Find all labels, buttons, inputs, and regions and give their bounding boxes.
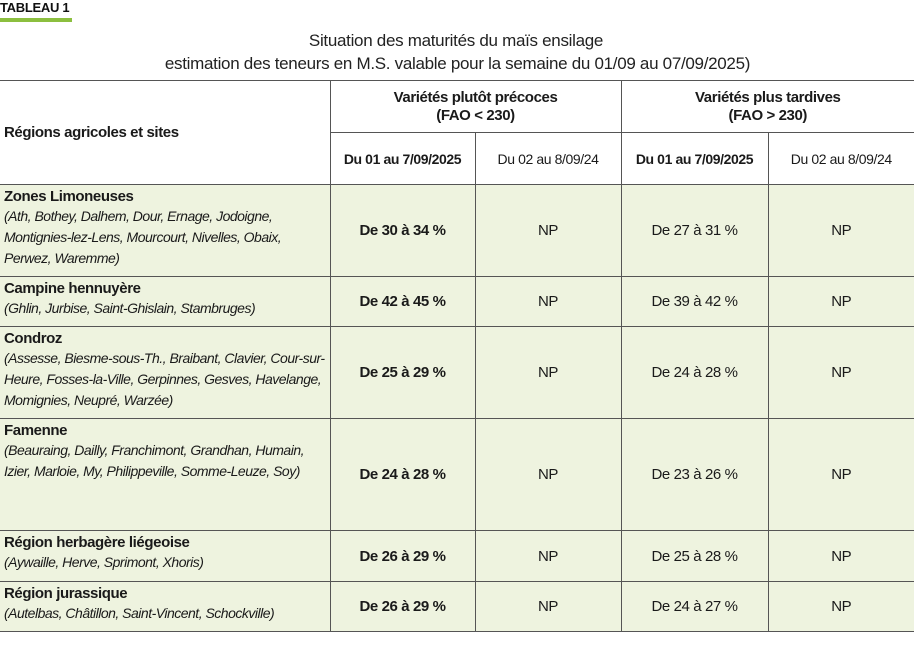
value-early-2025: De 26 à 29 % <box>330 531 475 582</box>
region-sites: (Autelbas, Châtillon, Saint-Vincent, Schockville) <box>4 605 275 621</box>
region-sites: (Aywaille, Herve, Sprimont, Xhoris) <box>4 554 204 570</box>
value-early-2024: NP <box>475 419 621 531</box>
region-name: Région herbagère liégeoise <box>4 534 190 551</box>
region-cell <box>0 277 330 327</box>
value-early-2025: De 24 à 28 % <box>330 419 475 531</box>
region-sites: (Beauraing, Dailly, Franchimont, Grandhan, Humain, Izier, Marloie, My, Philippeville, Somme-Leuze, Soy) <box>4 442 305 479</box>
value-late-2024: NP <box>768 419 914 531</box>
value-late-2025: De 24 à 28 % <box>621 327 768 419</box>
early-varieties-fao: (FAO < 230) <box>436 106 515 124</box>
value-late-2025: De 39 à 42 % <box>621 277 768 327</box>
table-row <box>0 531 914 582</box>
table-row <box>0 185 914 277</box>
value-late-2025: De 25 à 28 % <box>621 531 768 582</box>
column-header-late-varieties <box>621 81 914 133</box>
table-row <box>0 582 914 632</box>
value-late-2025: De 24 à 27 % <box>621 582 768 632</box>
late-varieties-title: Variétés plus tardives <box>695 88 841 106</box>
value-late-2024: NP <box>768 277 914 327</box>
region-cell <box>0 327 330 419</box>
value-late-2024: NP <box>768 185 914 277</box>
value-late-2024: NP <box>768 531 914 582</box>
value-late-2024: NP <box>768 582 914 632</box>
column-header-late-2025: Du 01 au 7/09/2025 <box>621 133 768 185</box>
label-accent-bar <box>0 18 72 22</box>
caption-line-2: estimation des teneurs en M.S. valable pour la semaine du 01/09 au 07/09/2025) <box>164 54 751 73</box>
value-late-2024: NP <box>768 327 914 419</box>
region-sites: (Assesse, Biesme-sous-Th., Braibant, Clavier, Cour-sur-Heure, Fosses-la-Ville, Gerpinnes, Gesves, Havelange, Momignies, Neupré, Warzée) <box>4 350 325 408</box>
caption-line-1: Situation des maturités du maïs ensilage <box>308 31 604 50</box>
region-name: Famenne <box>4 422 68 439</box>
value-early-2024: NP <box>475 582 621 632</box>
region-sites: (Ghlin, Jurbise, Saint-Ghislain, Stambruges) <box>4 300 256 316</box>
table-row <box>0 327 914 419</box>
column-header-early-varieties <box>330 81 621 133</box>
region-name: Condroz <box>4 330 63 347</box>
region-cell <box>0 531 330 582</box>
maturity-table <box>0 80 914 632</box>
region-cell <box>0 419 330 531</box>
region-cell <box>0 185 330 277</box>
column-header-early-2025: Du 01 au 7/09/2025 <box>330 133 475 185</box>
region-name: Campine hennuyère <box>4 280 141 297</box>
value-early-2025: De 30 à 34 % <box>330 185 475 277</box>
value-late-2025: De 27 à 31 % <box>621 185 768 277</box>
value-early-2024: NP <box>475 531 621 582</box>
column-header-early-2024: Du 02 au 8/09/24 <box>475 133 621 185</box>
table-row <box>0 277 914 327</box>
region-name: Région jurassique <box>4 585 128 602</box>
value-late-2025: De 23 à 26 % <box>621 419 768 531</box>
value-early-2025: De 26 à 29 % <box>330 582 475 632</box>
table-label: TABLEAU 1 <box>0 0 70 15</box>
value-early-2024: NP <box>475 277 621 327</box>
region-cell <box>0 582 330 632</box>
column-header-regions: Régions agricoles et sites <box>0 81 330 185</box>
value-early-2024: NP <box>475 327 621 419</box>
table-row <box>0 419 914 531</box>
value-early-2025: De 42 à 45 % <box>330 277 475 327</box>
late-varieties-fao: (FAO > 230) <box>728 106 808 124</box>
early-varieties-title: Variétés plutôt précoces <box>393 88 558 106</box>
value-early-2025: De 25 à 29 % <box>330 327 475 419</box>
table-caption <box>0 29 912 75</box>
region-name: Zones Limoneuses <box>4 188 134 205</box>
value-early-2024: NP <box>475 185 621 277</box>
region-sites: (Ath, Bothey, Dalhem, Dour, Ernage, Jodoigne, Montignies-lez-Lens, Mourcourt, Nivelles, Obaix, Perwez, Waremme) <box>4 208 282 266</box>
column-header-late-2024: Du 02 au 8/09/24 <box>768 133 914 185</box>
